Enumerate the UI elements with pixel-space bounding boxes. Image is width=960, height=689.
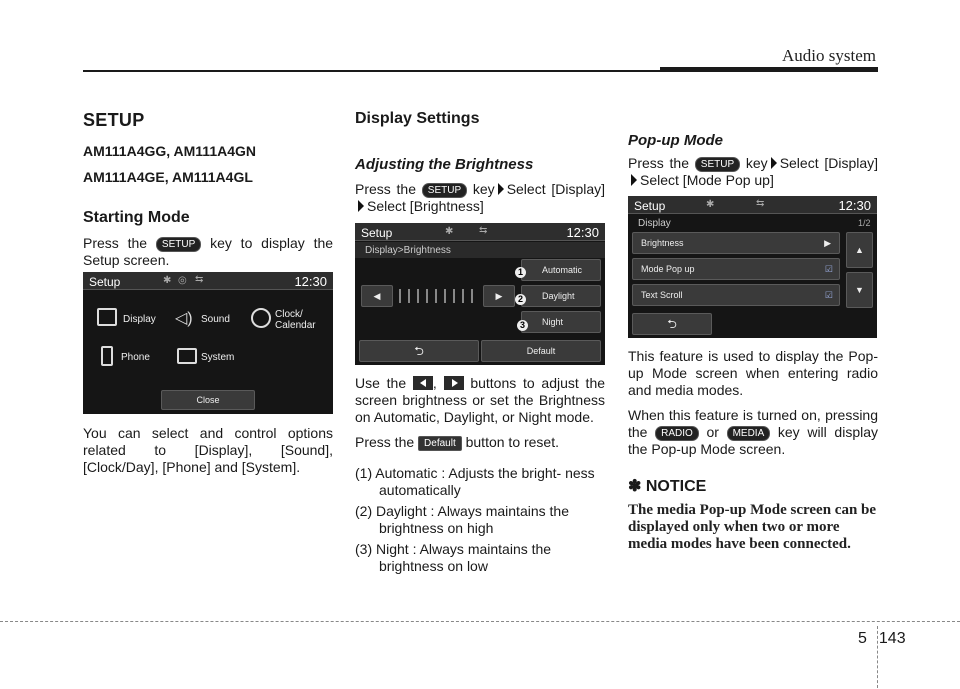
row-label: Brightness xyxy=(641,238,684,248)
popup-mode-heading: Pop-up Mode xyxy=(628,132,723,149)
system-icon xyxy=(177,348,197,364)
default-button: Default xyxy=(481,340,601,362)
callout-badge: 1 xyxy=(515,267,526,278)
back-button: ⮌ xyxy=(359,340,479,362)
sound-label: Sound xyxy=(201,314,230,325)
column-2 xyxy=(355,110,605,215)
breadcrumb: Display>Brightness xyxy=(365,245,451,256)
page-number-value: 143 xyxy=(878,630,906,647)
text-fragment: Select [Display] xyxy=(779,155,879,171)
text-fragment: Select [Display] xyxy=(506,181,606,197)
callout-badge: 2 xyxy=(515,294,526,305)
page-indicator: 1/2 xyxy=(858,218,871,228)
brightness-row xyxy=(632,232,840,254)
clock-label-line2: Calendar xyxy=(275,320,316,331)
usb-icon: ⇆ xyxy=(756,198,765,209)
scroll-up-button: ▲ xyxy=(846,232,873,268)
adjust-text xyxy=(355,375,605,426)
brightness-level-bar xyxy=(399,289,479,303)
text-fragment: key xyxy=(472,181,495,197)
sound-icon: ◁) xyxy=(175,310,193,327)
text-scroll-row xyxy=(632,284,840,306)
screen-title: Setup xyxy=(634,199,666,213)
text-fragment: Press the xyxy=(355,181,417,197)
checkbox-icon: ☑ xyxy=(824,264,833,274)
screen-clock: 12:30 xyxy=(294,274,327,289)
popup-screen-image xyxy=(628,196,877,338)
text-fragment: Press the xyxy=(628,155,690,171)
display-settings-heading: Display Settings xyxy=(355,110,480,127)
setup-key-badge: SETUP xyxy=(422,183,467,198)
right-arrow-icon xyxy=(444,376,464,390)
text-fragment: Select [Mode Pop up] xyxy=(640,172,774,188)
phone-label: Phone xyxy=(121,352,150,363)
column-3 xyxy=(628,132,878,189)
text-fragment: key will display the Pop-up Mode screen. xyxy=(628,424,879,457)
radio-key-badge: RADIO xyxy=(655,426,699,441)
screen-title-bar xyxy=(355,223,605,241)
arrow-right-icon xyxy=(358,200,364,212)
scroll-down-button: ▼ xyxy=(846,272,873,308)
setup-key-badge: SETUP xyxy=(695,157,740,172)
brightness-instructions xyxy=(355,181,605,215)
mode-popup-row xyxy=(632,258,840,280)
close-button: Close xyxy=(161,390,255,410)
clock-icon xyxy=(251,308,271,328)
daylight-option: Daylight xyxy=(521,285,601,307)
header-rule-accent xyxy=(660,67,878,72)
clock-calendar-label xyxy=(275,309,316,331)
usb-icon: ⇆ xyxy=(195,274,204,285)
default-key-badge: Default xyxy=(418,436,462,451)
notice-text: The media Pop-up Mode screen can be displayed only when two or more media modes have been connected. xyxy=(628,502,877,552)
chevron-right-icon: ▶ xyxy=(824,238,831,248)
arrow-right-icon xyxy=(631,174,637,186)
automatic-option: Automatic xyxy=(521,259,601,281)
system-label: System xyxy=(201,352,235,363)
text-fragment: buttons to adjust the screen brightness or set the Brightness on Automatic, Daylight, or Night mode. xyxy=(355,375,606,425)
screen-title-bar xyxy=(628,196,877,214)
bluetooth-icon: ✱ xyxy=(706,199,715,210)
arrow-right-icon xyxy=(771,157,777,169)
text-fragment: , xyxy=(432,375,437,391)
notice-heading: ✽ NOTICE xyxy=(628,478,707,495)
options-text: You can select and control options related to [Display], [Sound], [Clock/Day], [Phone] and [System]. xyxy=(83,425,333,475)
screen-title: Setup xyxy=(361,226,393,240)
setup-screen-image xyxy=(83,272,333,414)
usb-icon: ⇆ xyxy=(479,225,488,236)
row-label: Mode Pop up xyxy=(641,264,695,274)
back-button: ⮌ xyxy=(632,313,712,335)
text-fragment: Select [Brightness] xyxy=(367,198,484,214)
decrease-brightness-button: ◀ xyxy=(361,285,393,307)
popup-instructions xyxy=(628,155,878,189)
breadcrumb-bar xyxy=(355,242,605,258)
text-fragment: Press the xyxy=(83,235,148,251)
screen-subtitle: Display xyxy=(638,218,671,229)
page-number xyxy=(858,630,906,648)
chapter-number: 5 xyxy=(858,630,867,647)
list-item: (3) Night : Always maintains the brightness on low xyxy=(355,541,552,574)
text-fragment: key to display the Setup screen. xyxy=(83,235,334,268)
callout-badge: 3 xyxy=(517,320,528,331)
screen-title: Setup xyxy=(89,275,121,289)
popup-keys-text xyxy=(628,407,878,458)
text-fragment: key xyxy=(745,155,768,171)
arrow-right-icon xyxy=(498,183,504,195)
status-icon: ◎ xyxy=(178,275,187,286)
brightness-screen-image xyxy=(355,223,605,365)
night-option: Night xyxy=(521,311,601,333)
models-line-1: AM111A4GG, AM111A4GN xyxy=(83,143,257,159)
setup-key-badge: SETUP xyxy=(156,237,201,252)
section-title: SETUP xyxy=(83,110,145,130)
brightness-description xyxy=(355,375,605,579)
screen-title-bar xyxy=(83,272,333,290)
row-label: Text Scroll xyxy=(641,290,683,300)
left-arrow-icon xyxy=(413,376,433,390)
starting-mode-heading: Starting Mode xyxy=(83,209,190,226)
header-title: Audio system xyxy=(782,46,876,65)
list-item: (1) Automatic : Adjusts the bright- ness automatically xyxy=(355,465,595,498)
brightness-heading: Adjusting the Brightness xyxy=(355,156,534,173)
models-line-2: AM111A4GE, AM111A4GL xyxy=(83,169,253,185)
media-key-badge: MEDIA xyxy=(727,426,771,441)
screen-clock: 12:30 xyxy=(566,225,599,240)
checkbox-icon: ☑ xyxy=(824,290,833,300)
text-fragment: When this feature is turned on, pressing the xyxy=(628,407,878,440)
starting-mode-text xyxy=(83,235,333,269)
column-1 xyxy=(83,110,333,269)
display-label: Display xyxy=(123,314,156,325)
bluetooth-icon: ✱ xyxy=(163,275,172,286)
text-fragment: or xyxy=(706,424,719,440)
text-fragment: button to reset. xyxy=(465,434,560,450)
increase-brightness-button: ▶ xyxy=(483,285,515,307)
screen-clock: 12:30 xyxy=(838,198,871,213)
popup-feature-text: This feature is used to display the Pop-up Mode screen when entering radio and media modes. xyxy=(628,348,878,398)
brightness-modes-list xyxy=(355,465,605,575)
popup-description xyxy=(628,348,878,553)
text-fragment: Press the xyxy=(355,434,415,450)
bluetooth-icon: ✱ xyxy=(445,226,454,237)
phone-icon xyxy=(101,346,113,366)
list-item: (2) Daylight : Always maintains the brightness on high xyxy=(355,503,569,536)
footer-rule xyxy=(0,621,960,622)
clock-label-line1: Clock/ xyxy=(275,309,303,320)
text-fragment: Use the xyxy=(355,375,407,391)
display-icon xyxy=(97,308,117,326)
reset-text xyxy=(355,434,605,451)
